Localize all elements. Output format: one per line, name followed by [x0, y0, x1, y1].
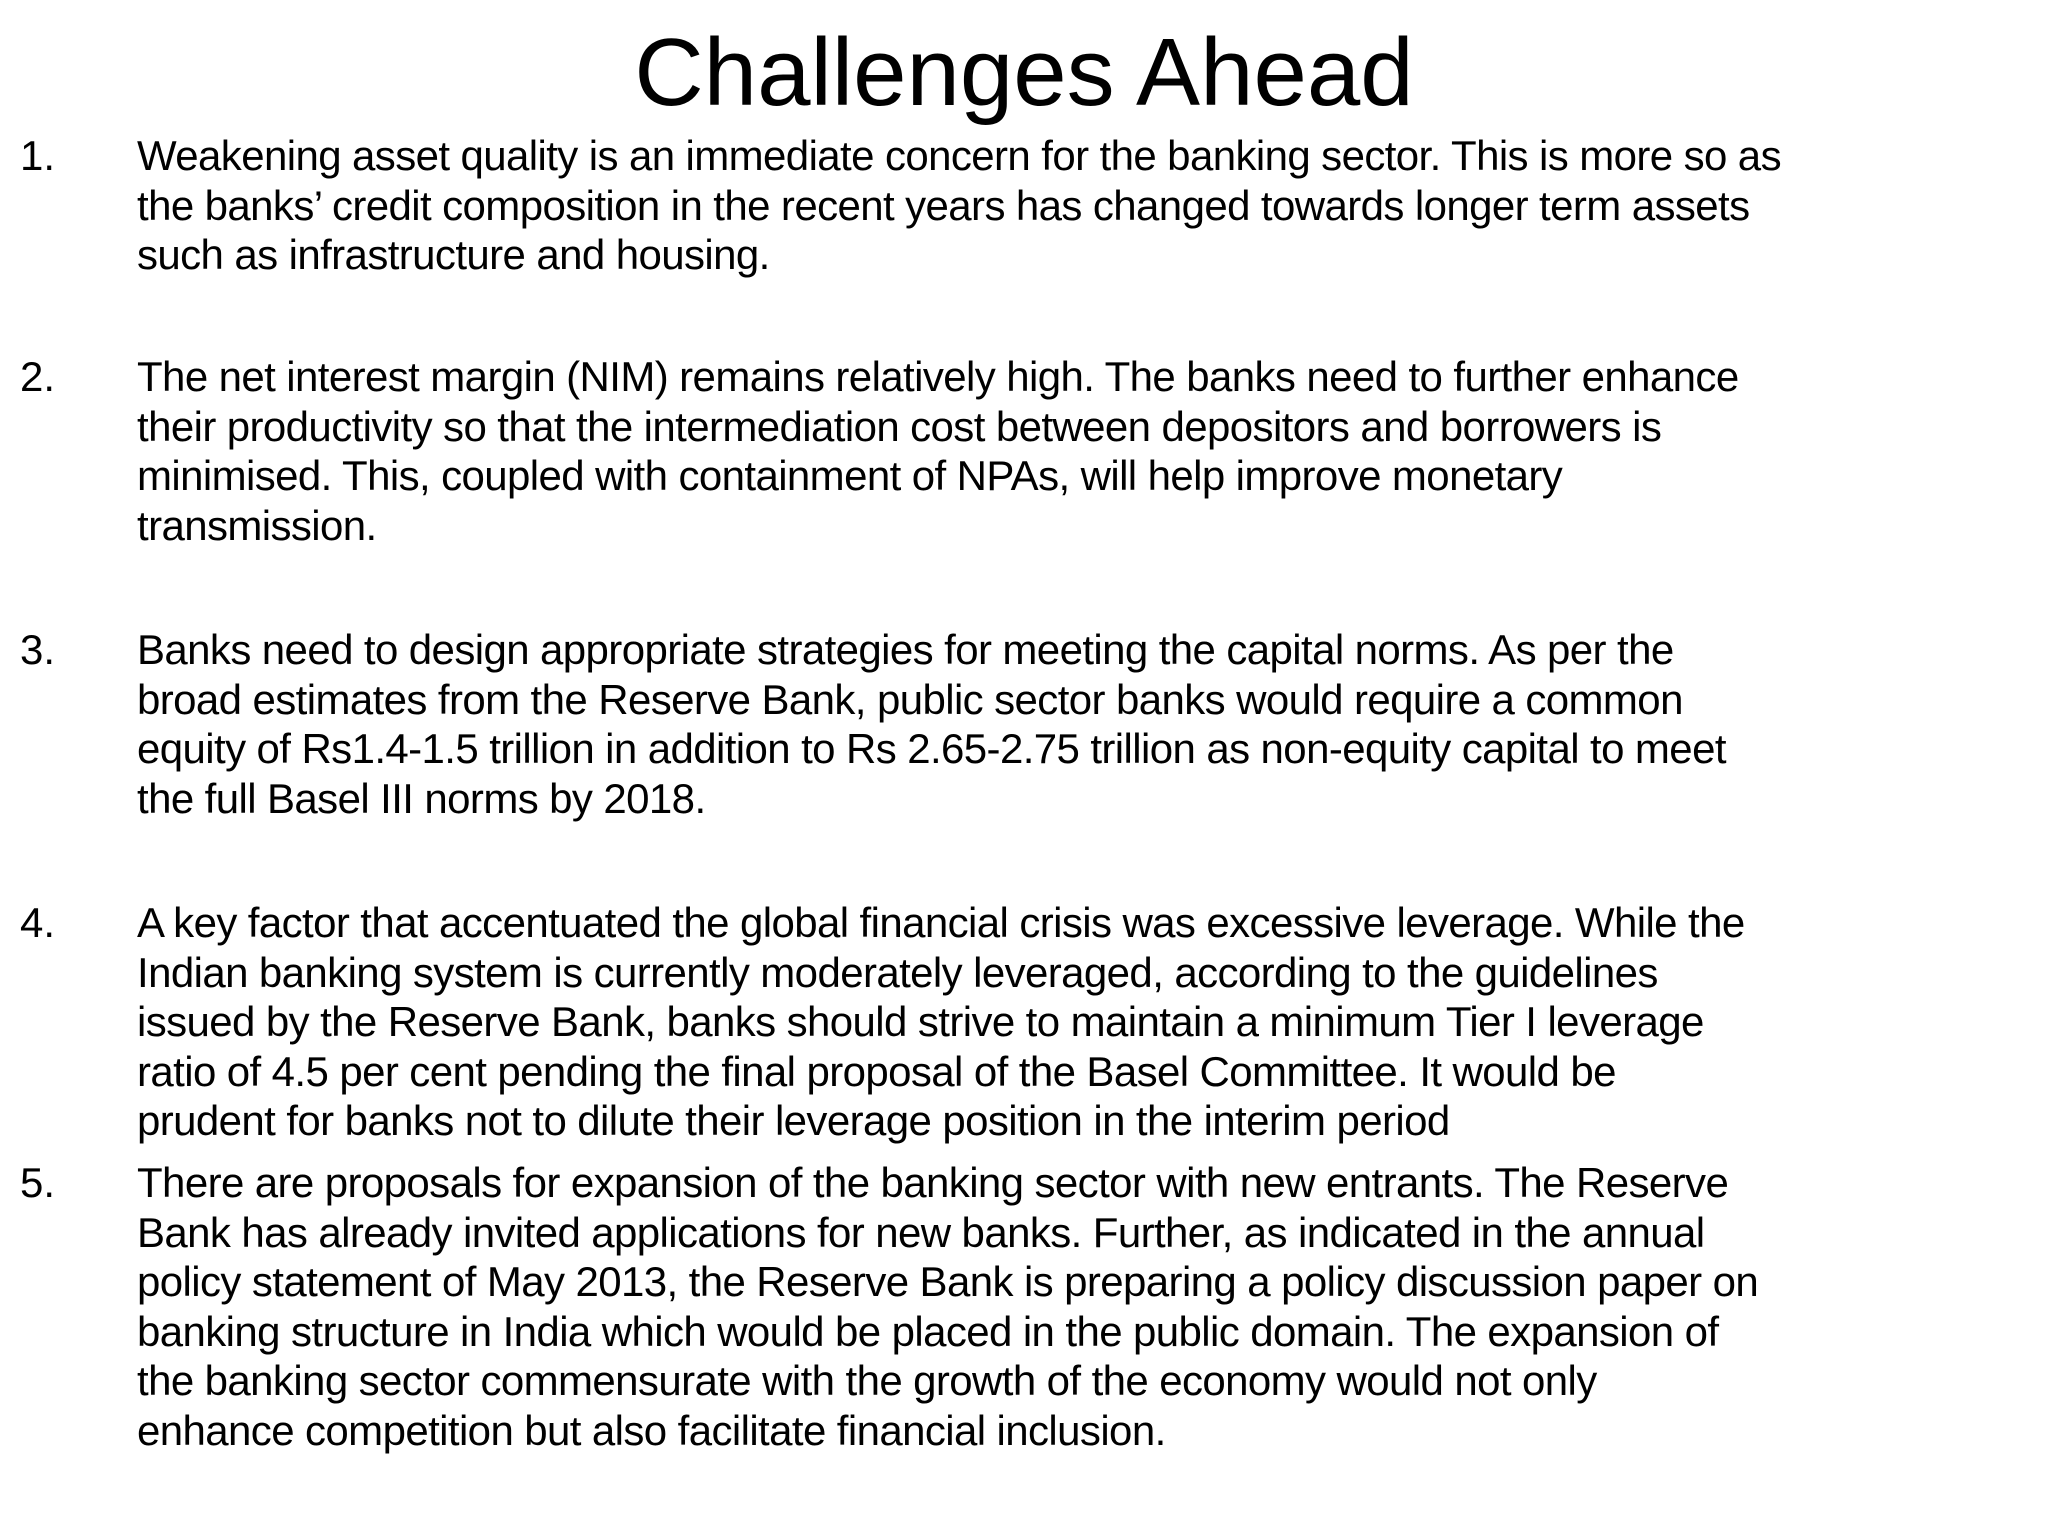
list-item-number: 4. [20, 899, 56, 946]
list-item-number: 2. [20, 353, 56, 400]
list-item-number: 5. [20, 1159, 56, 1206]
list-item-text: The net interest margin (NIM) remains relatively high. The banks need to further enhance their productivity so that the intermediation cost between depositors and borrowers is minimised. This, coupled with containment of NPAs, will help improve monetary transmission. [137, 353, 1739, 549]
list-item-number: 1. [20, 132, 56, 179]
list-item-number: 3. [20, 626, 56, 673]
list-item-text: A key factor that accentuated the global financial crisis was excessive leverage. While the Indian banking system is currently moderately leveraged, according to the guidelines issued by the Reserve Bank, banks should strive to maintain a minimum Tier I leverage ratio of 4.5 per cent pending the final proposal of the Basel Committee. It would be prudent for banks not to dilute their leverage position in the interim period [137, 899, 1745, 1144]
slide-title: Challenges Ahead [634, 19, 1414, 126]
list-item-text: Banks need to design appropriate strategies for meeting the capital norms. As per the broad estimates from the Reserve Bank, public sector banks would require a common equity of Rs1.4-1.5 trillion in addition to Rs 2.65-2.75 trillion as non-equity capital to meet the full Basel III norms by 2018. [137, 626, 1726, 822]
list-item-text: Weakening asset quality is an immediate concern for the banking sector. This is more so as the banks’ credit composition in the recent years has changed towards longer term assets such as infrastructure and housing. [137, 132, 1781, 278]
list-item-text: There are proposals for expansion of the banking sector with new entrants. The Reserve Bank has already invited applications for new banks. Further, as indicated in the annual policy statement of May 2013, the Reserve Bank is preparing a policy discussion paper on banking structure in India which would be placed in the public domain. The expansion of the banking sector commensurate with the growth of the economy would not only enhance competition but also facilitate financial inclusion. [137, 1159, 1759, 1454]
